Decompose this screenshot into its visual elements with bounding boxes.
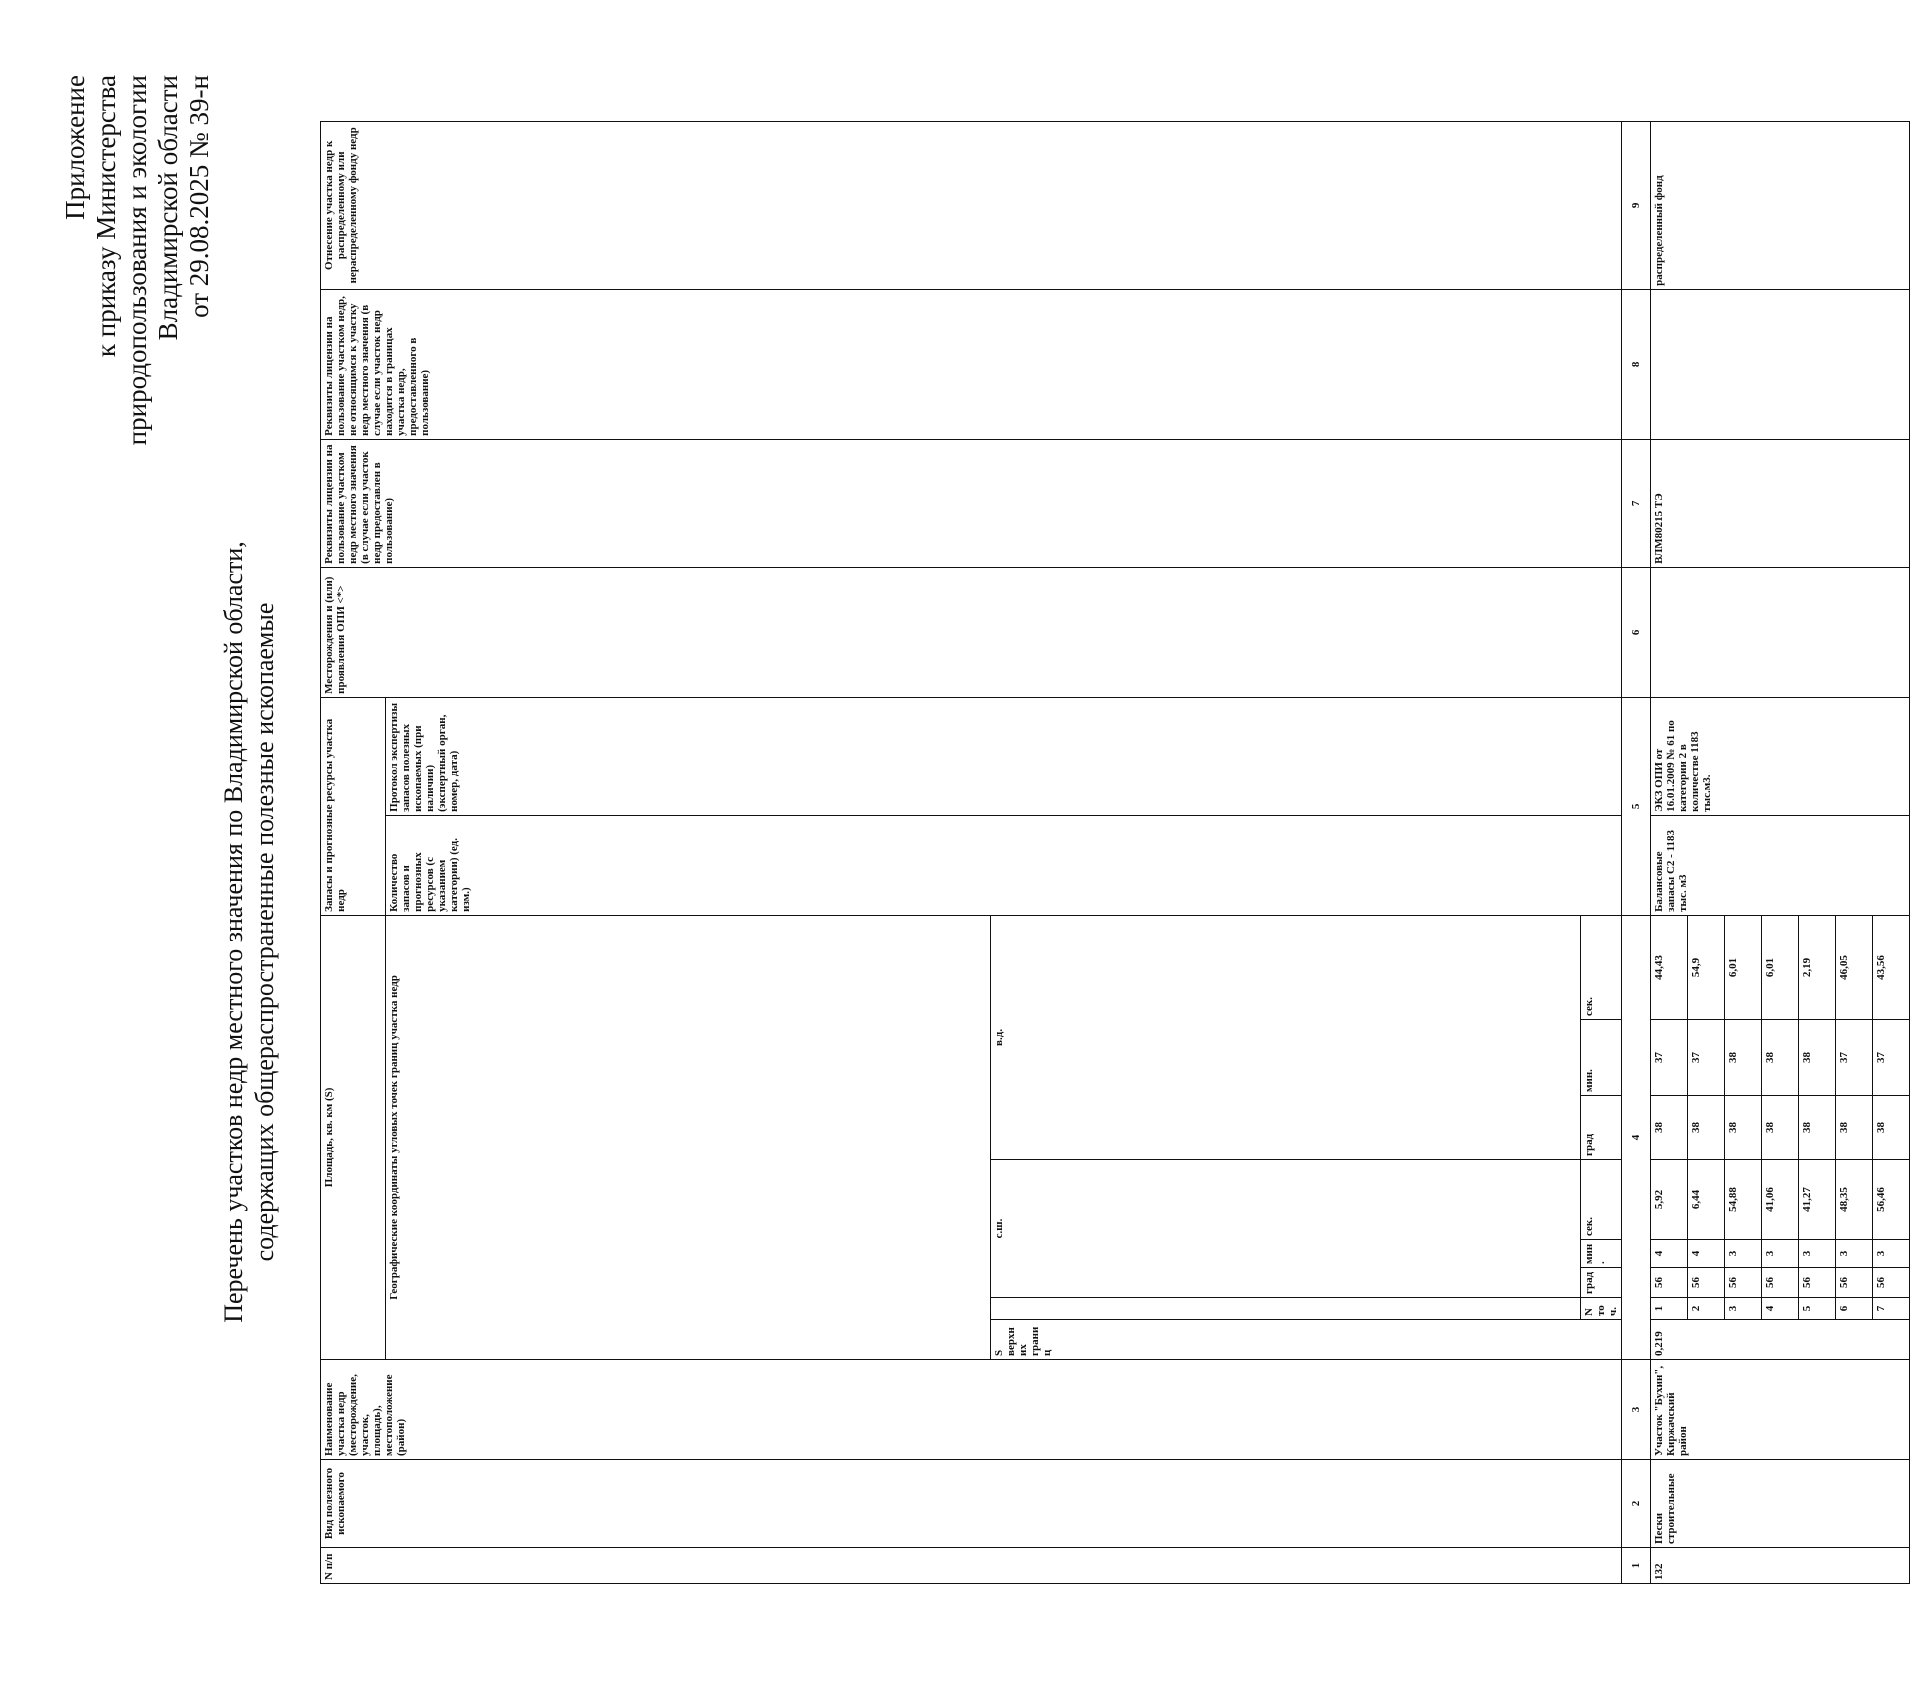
point-lat-deg: 56 bbox=[1873, 1268, 1910, 1298]
appendix-line: Приложение bbox=[60, 75, 90, 220]
column-number: 2 bbox=[1622, 1460, 1651, 1548]
header-lat-sec: сек. bbox=[1581, 1160, 1622, 1240]
header-num: N п/п bbox=[321, 1548, 1622, 1584]
point-lon-deg: 38 bbox=[1873, 1096, 1910, 1160]
header-lat: с.ш. bbox=[990, 1160, 1581, 1298]
point-lat-min: 3 bbox=[1762, 1240, 1799, 1268]
row-fund: распределенный фонд bbox=[1651, 121, 1910, 289]
header-name: Наименование участка недр (месторождение, участок, площадь), местоположение (район) bbox=[321, 1360, 1622, 1460]
point-lat-sec: 41,06 bbox=[1762, 1160, 1799, 1240]
point-lat-min: 3 bbox=[1873, 1240, 1910, 1268]
document-title bbox=[218, 482, 280, 1382]
point-lon-sec: 46,05 bbox=[1836, 915, 1873, 1019]
point-lat-sec: 41,27 bbox=[1799, 1160, 1836, 1240]
appendix-line: природопользования и экологии bbox=[122, 75, 152, 446]
point-lon-deg: 38 bbox=[1725, 1096, 1762, 1160]
title-line: содержащих общераспространенные полезные ископаемые bbox=[250, 602, 279, 1262]
header-fund: Отнесение участка недр к распределенному или нераспределенному фонду недр bbox=[321, 121, 1622, 289]
point-lat-min: 4 bbox=[1651, 1240, 1688, 1268]
row-license-other bbox=[1651, 289, 1910, 439]
point-lon-sec: 6,01 bbox=[1725, 915, 1762, 1019]
column-number: 4 bbox=[1622, 915, 1651, 1359]
point-lat-deg: 56 bbox=[1688, 1268, 1725, 1298]
point-lon-min: 37 bbox=[1688, 1020, 1725, 1096]
point-lat-deg: 56 bbox=[1836, 1268, 1873, 1298]
point-n: 3 bbox=[1725, 1298, 1762, 1320]
point-n: 1 bbox=[1651, 1298, 1688, 1320]
point-lat-sec: 5,92 bbox=[1651, 1160, 1688, 1240]
column-number: 7 bbox=[1622, 439, 1651, 567]
header-license-other: Реквизиты лицензии на пользование участком недр, не относящимся к участку недр местного значения (в случае если участок недр находится в границах участка недр, предоставленного в пользование) bbox=[321, 289, 1622, 439]
point-lon-min: 37 bbox=[1873, 1020, 1910, 1096]
header-lon-sec: сек. bbox=[1581, 915, 1622, 1019]
point-lon-deg: 38 bbox=[1651, 1096, 1688, 1160]
row-num: 132 bbox=[1651, 1548, 1910, 1584]
appendix-line: от 29.08.2025 № 39-н bbox=[184, 75, 214, 318]
point-lat-min: 4 bbox=[1688, 1240, 1725, 1268]
header-lat-deg: град bbox=[1581, 1268, 1622, 1298]
appendix-block bbox=[60, 75, 215, 595]
point-lon-deg: 38 bbox=[1836, 1096, 1873, 1160]
point-lon-sec: 6,01 bbox=[1762, 915, 1799, 1019]
point-lon-deg: 38 bbox=[1688, 1096, 1725, 1160]
title-line: Перечень участков недр местного значения по Владимирской области, bbox=[219, 541, 248, 1323]
point-lat-sec: 6,44 bbox=[1688, 1160, 1725, 1240]
subsoil-plots-table bbox=[320, 121, 1910, 1584]
point-lon-sec: 43,56 bbox=[1873, 915, 1910, 1019]
point-lat-deg: 56 bbox=[1725, 1268, 1762, 1298]
point-n: 4 bbox=[1762, 1298, 1799, 1320]
point-n: 5 bbox=[1799, 1298, 1836, 1320]
header-lon-min: мин. bbox=[1581, 1020, 1622, 1096]
point-lon-min: 38 bbox=[1799, 1020, 1836, 1096]
header-area: Площадь, кв. км (S) bbox=[321, 915, 386, 1359]
point-lat-deg: 56 bbox=[1762, 1268, 1799, 1298]
point-lat-sec: 54,88 bbox=[1725, 1160, 1762, 1240]
row-name: Участок "Бухин", Киржачский район bbox=[1651, 1360, 1910, 1460]
point-lat-deg: 56 bbox=[1799, 1268, 1836, 1298]
point-lon-sec: 54,9 bbox=[1688, 915, 1725, 1019]
header-lon: в.д. bbox=[990, 915, 1581, 1159]
point-lon-deg: 38 bbox=[1762, 1096, 1799, 1160]
point-lon-sec: 44,43 bbox=[1651, 915, 1688, 1019]
point-lon-min: 37 bbox=[1836, 1020, 1873, 1096]
header-lat-min: мин. bbox=[1581, 1240, 1622, 1268]
point-n: 7 bbox=[1873, 1298, 1910, 1320]
header-s-vertices: S верхних границ bbox=[990, 1320, 1622, 1360]
point-lat-sec: 48,35 bbox=[1836, 1160, 1873, 1240]
point-lat-deg: 56 bbox=[1651, 1268, 1688, 1298]
row-deposits bbox=[1651, 567, 1910, 697]
header-lon-deg: град bbox=[1581, 1096, 1622, 1160]
column-number: 9 bbox=[1622, 121, 1651, 289]
point-lat-min: 3 bbox=[1725, 1240, 1762, 1268]
header-point-no: N точ. bbox=[1581, 1298, 1622, 1320]
point-lat-sec: 56,46 bbox=[1873, 1160, 1910, 1240]
blank-cell bbox=[990, 1298, 1581, 1320]
column-number: 5 bbox=[1622, 697, 1651, 915]
header-reserves-qty: Количество запасов и прогнозных ресурсов (с указанием категории) (ед. изм.) bbox=[386, 815, 1622, 915]
point-n: 2 bbox=[1688, 1298, 1725, 1320]
row-reserves-protocol: ЭКЗ ОПИ от 16.01.2009 № 61 по категории 2 в количестве 1183 тыс.м3. bbox=[1651, 697, 1910, 815]
column-number: 3 bbox=[1622, 1360, 1651, 1460]
point-lon-min: 38 bbox=[1762, 1020, 1799, 1096]
column-number: 6 bbox=[1622, 567, 1651, 697]
point-n: 6 bbox=[1836, 1298, 1873, 1320]
point-lon-sec: 2,19 bbox=[1799, 915, 1836, 1019]
header-mineral: Вид полезного ископаемого bbox=[321, 1460, 1622, 1548]
row-license: ВЛМ80215 ТЭ bbox=[1651, 439, 1910, 567]
point-lat-min: 3 bbox=[1836, 1240, 1873, 1268]
column-number: 8 bbox=[1622, 289, 1651, 439]
point-lon-deg: 38 bbox=[1799, 1096, 1836, 1160]
header-reserves: Запасы и прогнозные ресурсы участка недр bbox=[321, 697, 386, 915]
column-number: 1 bbox=[1622, 1548, 1651, 1584]
header-geo-coords: Географические координаты угловых точек границ участка недр bbox=[386, 915, 991, 1359]
point-lon-min: 38 bbox=[1725, 1020, 1762, 1096]
appendix-line: к приказу Министерства bbox=[91, 75, 121, 358]
row-area: 0,219 bbox=[1651, 1320, 1910, 1360]
header-deposits: Месторождения и (или) проявления ОПИ <*> bbox=[321, 567, 1622, 697]
point-lat-min: 3 bbox=[1799, 1240, 1836, 1268]
row-reserves-qty: Балансовые запасы С2 - 1183 тыс. м3 bbox=[1651, 815, 1910, 915]
header-reserves-protocol: Протокол экспертизы запасов полезных ископаемых (при наличии) (экспертный орган, номер, дата) bbox=[386, 697, 1622, 815]
table-row bbox=[1651, 121, 1688, 1583]
point-lon-min: 37 bbox=[1651, 1020, 1688, 1096]
appendix-line: Владимирской области bbox=[153, 75, 183, 341]
row-mineral: Пески строительные bbox=[1651, 1460, 1910, 1548]
header-license: Реквизиты лицензии на пользование участком недр местного значения (в случае если участок недр предоставлен в пользование) bbox=[321, 439, 1622, 567]
